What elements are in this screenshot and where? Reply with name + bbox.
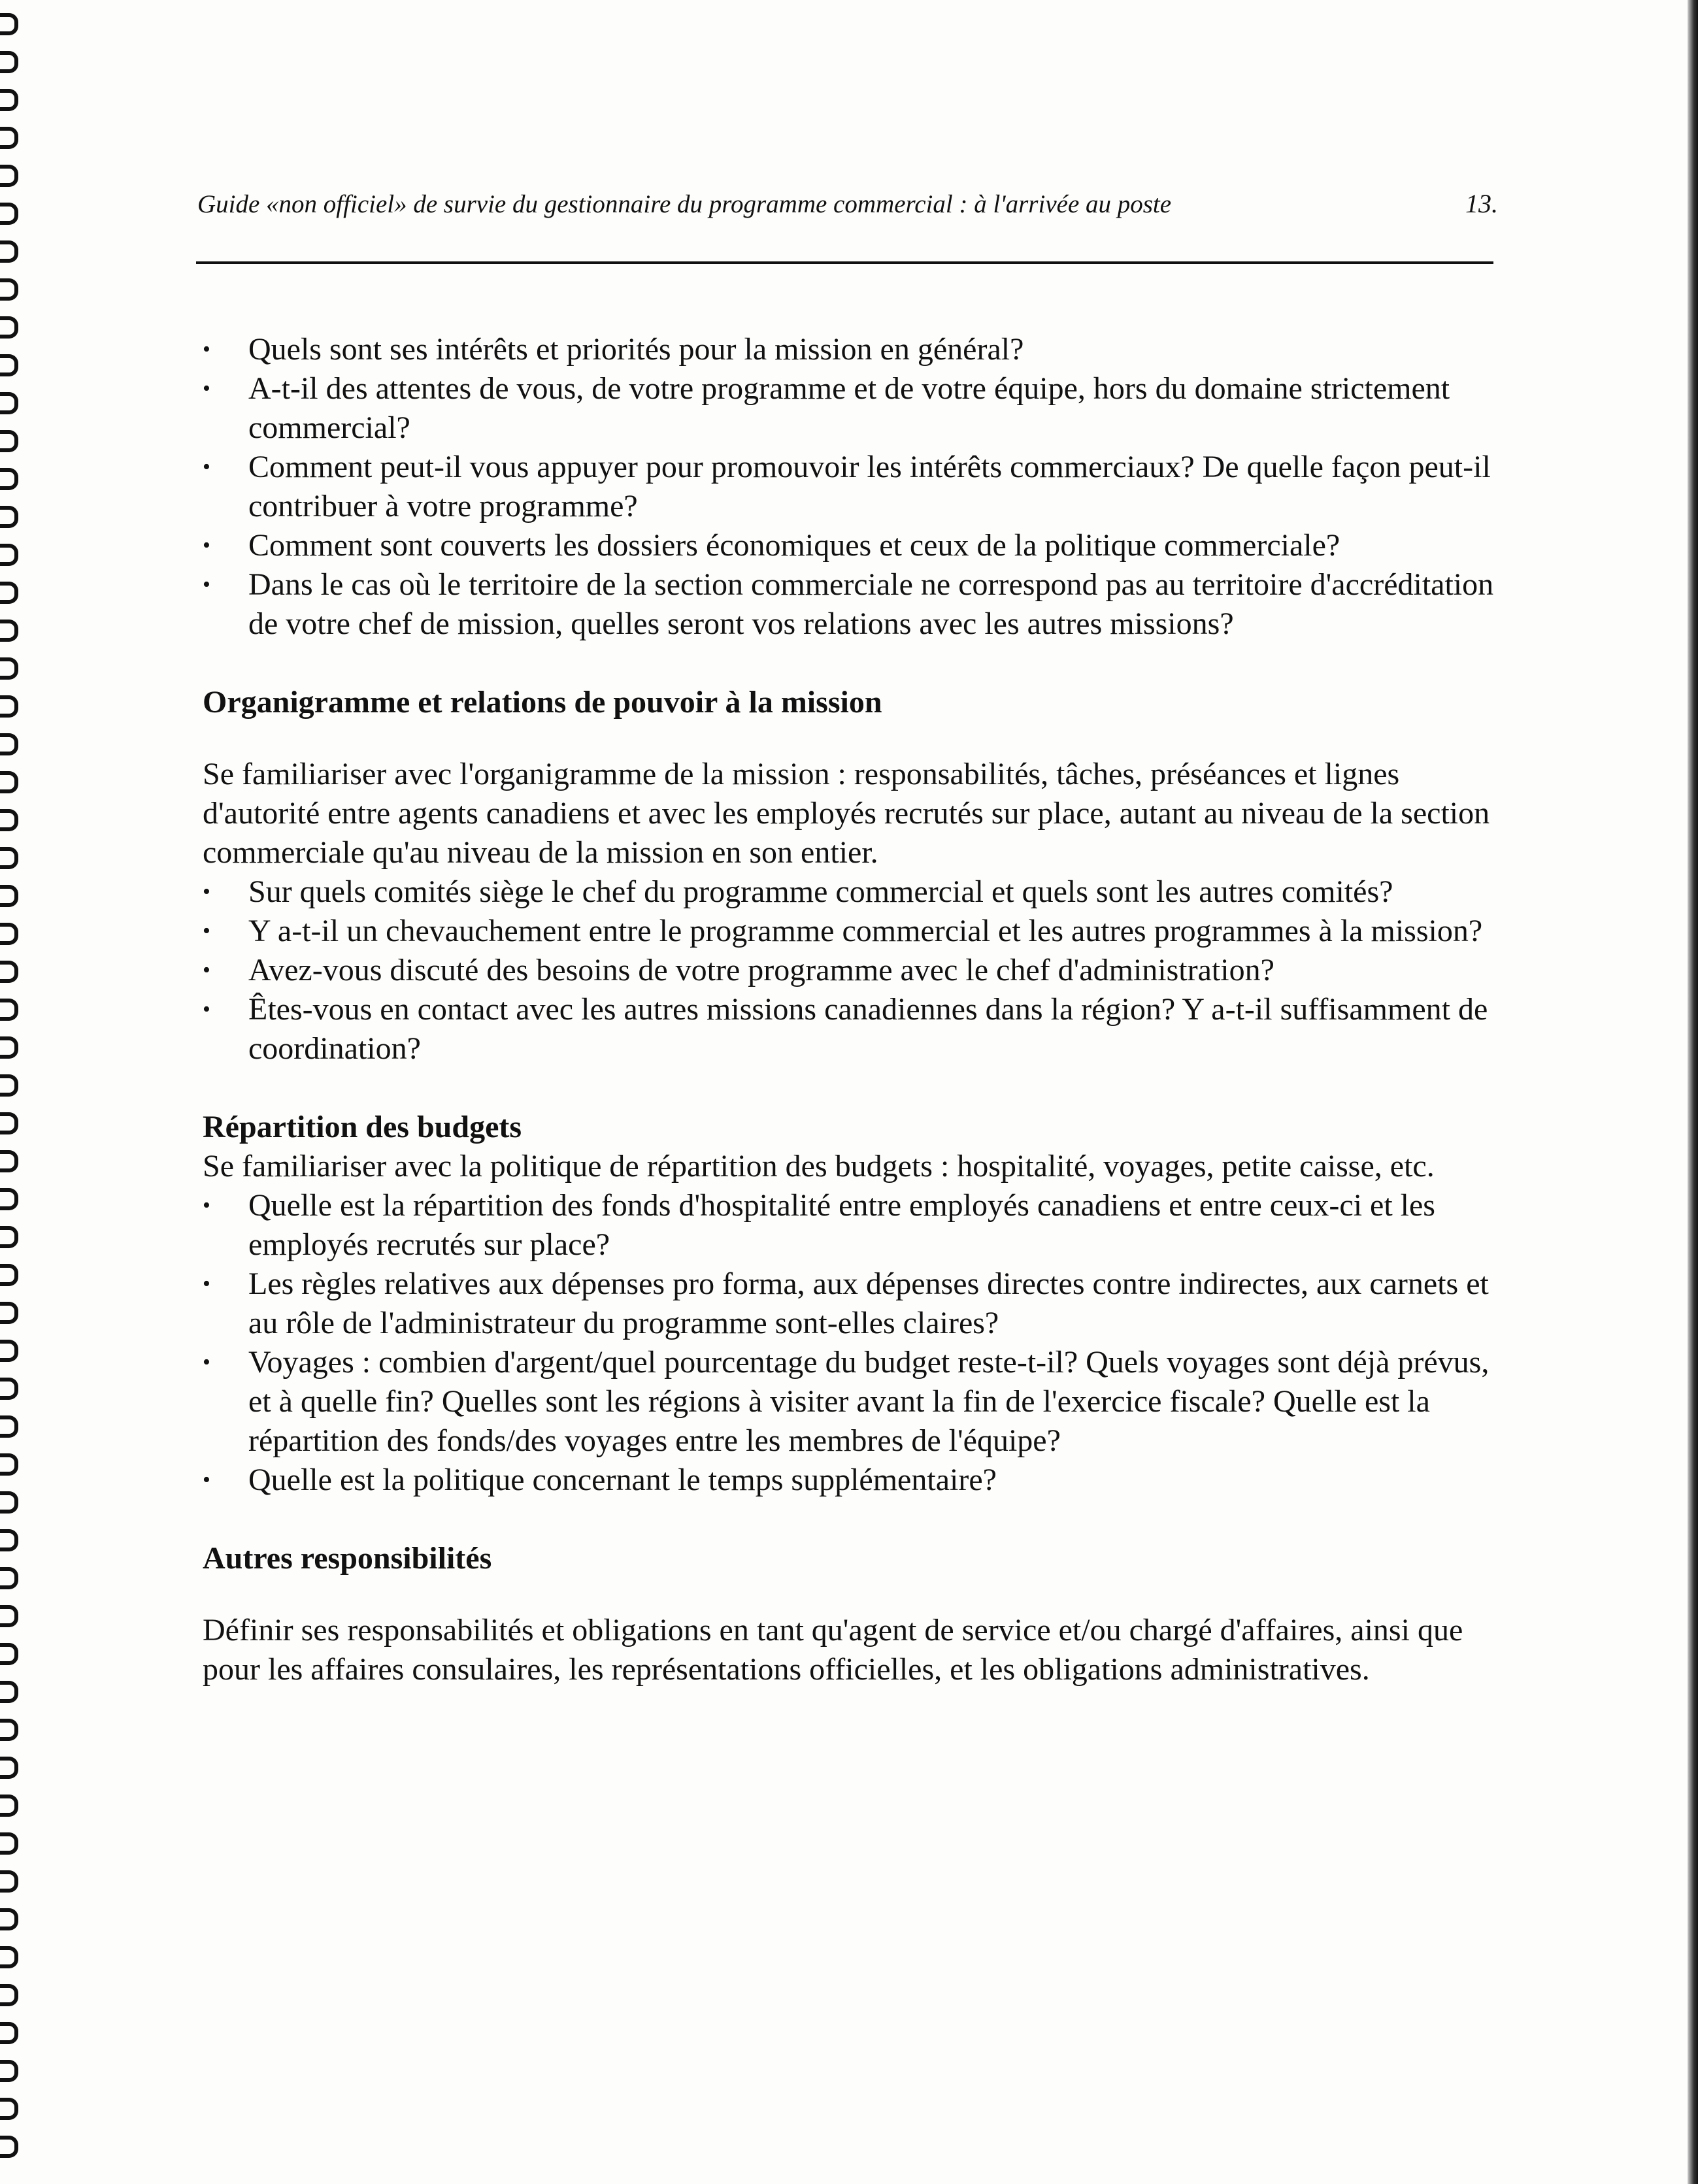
binding-ring (0, 1605, 18, 1627)
binding-ring (0, 1226, 18, 1248)
binding-ring (0, 1264, 18, 1286)
page-header (197, 183, 1498, 229)
binding-ring (0, 1757, 18, 1779)
binding-ring (0, 2022, 18, 2044)
binding-ring (0, 51, 18, 73)
binding-ring (0, 127, 18, 149)
binding-ring (0, 1946, 18, 1968)
list-item: • Sur quels comités siège le chef du programme commercial et quels sont les autres comités? (203, 872, 1503, 912)
binding-ring (0, 430, 18, 452)
binding-ring (0, 620, 18, 642)
header-rule (196, 261, 1493, 264)
binding-ring (0, 1112, 18, 1134)
page-edge-shadow (1688, 0, 1698, 2184)
binding-ring (0, 1681, 18, 1703)
binding-ring (0, 2098, 18, 2120)
binding-ring (0, 1491, 18, 1514)
list-item: • Avez-vous discuté des besoins de votre programme avec le chef d'administration? (203, 951, 1503, 990)
binding-ring (0, 999, 18, 1021)
section-budgets (203, 1108, 1503, 1500)
binding-ring (0, 2136, 18, 2158)
binding-ring (0, 316, 18, 339)
binding-ring (0, 506, 18, 528)
binding-ring (0, 657, 18, 680)
section-autres (203, 1539, 1503, 1689)
binding-ring (0, 2060, 18, 2082)
section-bullet-list (203, 1186, 1503, 1500)
list-item: • Quelle est la répartition des fonds d'hospitalité entre employés canadiens et entre ceux-ci et les employés recrutés sur place? (203, 1186, 1503, 1265)
binding-ring (0, 13, 18, 35)
section-heading: Répartition des budgets (203, 1110, 522, 1144)
binding-ring (0, 923, 18, 945)
section-paragraph: Se familiariser avec la politique de répartition des budgets : hospitalité, voyages, petite caisse, etc. (203, 1149, 1435, 1183)
binding-ring (0, 1529, 18, 1551)
list-item: • Comment sont couverts les dossiers économiques et ceux de la politique commerciale? (203, 526, 1503, 565)
spiral-binding (0, 0, 26, 2184)
section-heading: Organigramme et relations de pouvoir à la mission (203, 685, 882, 720)
list-item: • Quels sont ses intérêts et priorités pour la mission en général? (203, 330, 1503, 369)
binding-ring (0, 1984, 18, 2006)
binding-ring (0, 468, 18, 490)
binding-ring (0, 1870, 18, 1893)
list-item: • Comment peut-il vous appuyer pour promouvoir les intérêts commerciaux? De quelle façon peut-il contribuer à votre programme? (203, 448, 1503, 526)
section-bullet-list (203, 872, 1503, 1068)
binding-ring (0, 1453, 18, 1476)
list-item: • Êtes-vous en contact avec les autres missions canadiennes dans la région? Y a-t-il suffisamment de coordination? (203, 990, 1503, 1068)
binding-ring (0, 733, 18, 755)
list-item: • Dans le cas où le territoire de la section commerciale ne correspond pas au territoire d'accréditation de votre chef de mission, quelles seront vos relations avec les autres missions? (203, 565, 1503, 644)
binding-ring (0, 1150, 18, 1172)
list-item: • Y a-t-il un chevauchement entre le programme commercial et les autres programmes à la mission? (203, 912, 1503, 951)
binding-ring (0, 203, 18, 225)
binding-ring (0, 1036, 18, 1059)
binding-ring (0, 1567, 18, 1589)
binding-ring (0, 809, 18, 831)
section-paragraph: Se familiariser avec l'organigramme de la mission : responsabilités, tâches, préséances et lignes d'autorité entre agents canadiens et avec les employés recrutés sur place, autant au niveau de la section commerciale qu'au niveau de la mission en son entier. (203, 757, 1490, 870)
page-number: 13. (1465, 189, 1498, 218)
binding-ring (0, 771, 18, 793)
binding-ring (0, 961, 18, 983)
binding-ring (0, 1302, 18, 1324)
binding-ring (0, 1378, 18, 1400)
page-body (203, 330, 1503, 1689)
binding-ring (0, 1795, 18, 1817)
binding-ring (0, 354, 18, 376)
binding-ring (0, 1188, 18, 1210)
binding-ring (0, 847, 18, 869)
binding-ring (0, 392, 18, 414)
list-item: • Les règles relatives aux dépenses pro forma, aux dépenses directes contre indirectes, aux carnets et au rôle de l'administrateur du programme sont-elles claires? (203, 1265, 1503, 1343)
binding-ring (0, 1643, 18, 1665)
binding-ring (0, 278, 18, 301)
running-title: Guide «non officiel» de survie du gestionnaire du programme commercial : à l'arrivée au poste (197, 190, 1172, 218)
binding-ring (0, 89, 18, 111)
binding-ring (0, 240, 18, 263)
binding-ring (0, 165, 18, 187)
section-paragraph: Définir ses responsabilités et obligations en tant qu'agent de service et/ou chargé d'affaires, ainsi que pour les affaires consulaires, les représentations officielles, et les obligations administratives. (203, 1613, 1463, 1687)
binding-ring (0, 1908, 18, 1930)
binding-ring (0, 1719, 18, 1741)
binding-ring (0, 695, 18, 718)
list-item: • Quelle est la politique concernant le temps supplémentaire? (203, 1461, 1503, 1500)
binding-ring (0, 544, 18, 566)
binding-ring (0, 582, 18, 604)
intro-bullet-list (203, 330, 1503, 644)
binding-ring (0, 1832, 18, 1855)
list-item: • Voyages : combien d'argent/quel pourcentage du budget reste-t-il? Quels voyages sont déjà prévus, et à quelle fin? Quelles sont les régions à visiter avant la fin de l'exercice fiscale? Quelle est la répartition des fonds/des voyages entre les membres de l'équipe? (203, 1343, 1503, 1461)
binding-ring (0, 1074, 18, 1097)
section-heading: Autres responsibilités (203, 1541, 492, 1576)
binding-ring (0, 1340, 18, 1362)
list-item: • A-t-il des attentes de vous, de votre programme et de votre équipe, hors du domaine strictement commercial? (203, 369, 1503, 448)
binding-ring (0, 885, 18, 907)
section-organigramme (203, 683, 1503, 1068)
binding-ring (0, 1415, 18, 1438)
